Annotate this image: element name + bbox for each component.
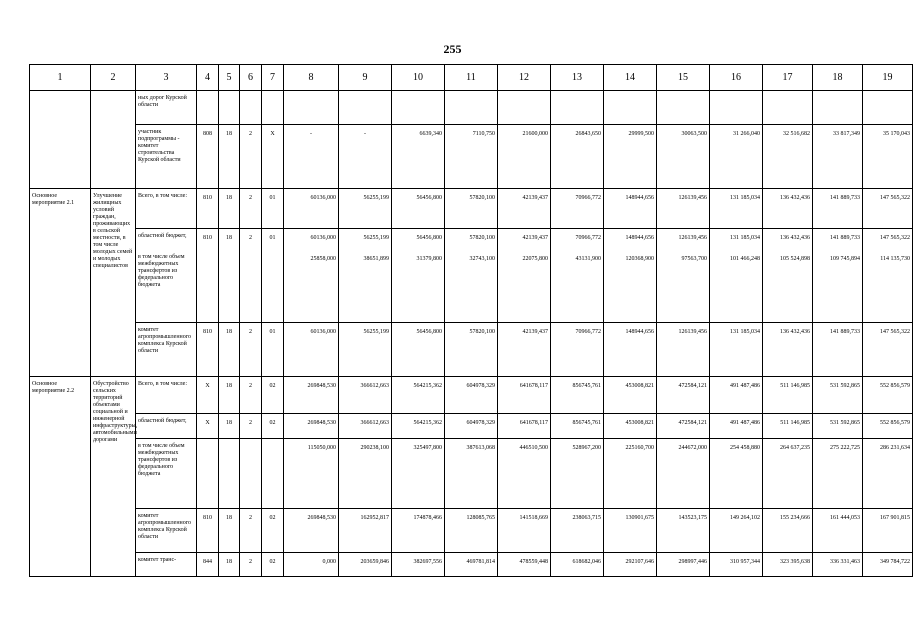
measure-title: Основное мероприятие 2.1: [30, 189, 91, 377]
table-cell: 810: [197, 229, 219, 323]
table-row: [30, 377, 913, 414]
table-cell: 56255,199: [339, 189, 392, 229]
table-cell: 01: [262, 323, 284, 377]
table-cell: 57820,100: [445, 323, 498, 377]
col-header: 11: [445, 65, 498, 91]
table-cell: 57820,100: [445, 189, 498, 229]
table-cell: 56255,199: [339, 323, 392, 377]
table-cell: [284, 229, 339, 323]
table-cell: 02: [262, 377, 284, 414]
table-cell: [262, 91, 284, 125]
table-cell: 469781,814: [445, 553, 498, 577]
table-cell: 2: [240, 414, 262, 439]
table-cell: 128085,765: [445, 509, 498, 553]
col-header: 4: [197, 65, 219, 91]
table-cell: [763, 229, 813, 323]
col-header: 18: [813, 65, 863, 91]
table-cell: 238063,715: [551, 509, 604, 553]
table-cell: 01: [262, 189, 284, 229]
table-cell: [339, 229, 392, 323]
table-cell: [604, 91, 657, 125]
table-cell: [813, 91, 863, 125]
table-cell: 366612,663: [339, 377, 392, 414]
table-cell: [30, 91, 91, 189]
table-cell: 56456,800: [392, 323, 445, 377]
table-cell: [339, 91, 392, 125]
table-row: [30, 509, 913, 553]
table-cell: [710, 91, 763, 125]
table-cell: [863, 91, 913, 125]
table-cell: 141518,669: [498, 509, 551, 553]
table-cell: 810: [197, 323, 219, 377]
table-cell: [91, 91, 136, 189]
table-row: [30, 189, 913, 229]
budget-value: 56255,199: [363, 235, 389, 241]
col-header: 14: [604, 65, 657, 91]
table-cell: 564215,362: [392, 414, 445, 439]
table-cell: 32 516,682: [763, 125, 813, 189]
col-header: 9: [339, 65, 392, 91]
table-row: [30, 439, 913, 509]
table-cell: 856745,761: [551, 377, 604, 414]
table-row: [30, 553, 913, 577]
table-cell: 225160,700: [604, 439, 657, 509]
table-cell: [498, 229, 551, 323]
table-cell: 552 856,579: [863, 414, 913, 439]
table-cell: 2: [240, 553, 262, 577]
table-cell: 21600,000: [498, 125, 551, 189]
budget-table: [29, 64, 913, 577]
table-cell: 478559,448: [498, 553, 551, 577]
table-cell: [763, 91, 813, 125]
transfers-value: 31379,800: [416, 256, 442, 262]
table-cell: 60136,000: [284, 189, 339, 229]
table-cell: 70966,772: [551, 323, 604, 377]
table-cell: [392, 229, 445, 323]
table-cell: 531 592,865: [813, 377, 863, 414]
measure-title: Основное мероприятие 2.2: [30, 377, 91, 577]
table-row: [30, 323, 913, 377]
table-cell: [551, 91, 604, 125]
table-cell: [392, 91, 445, 125]
table-cell: 149 264,102: [710, 509, 763, 553]
table-cell: [657, 91, 710, 125]
table-cell: 35 170,043: [863, 125, 913, 189]
table-cell: 147 565,322: [863, 189, 913, 229]
budget-value: 70966,772: [575, 235, 601, 241]
table-cell: [445, 91, 498, 125]
col-header: 13: [551, 65, 604, 91]
table-cell: 641678,117: [498, 414, 551, 439]
table-cell: [240, 91, 262, 125]
table-cell: 143523,175: [657, 509, 710, 553]
table-cell: 161 444,053: [813, 509, 863, 553]
table-cell: 269848,530: [284, 377, 339, 414]
table-cell: 6639,340: [392, 125, 445, 189]
table-cell: 0,000: [284, 553, 339, 577]
table-cell: [813, 229, 863, 323]
table-cell: 472584,121: [657, 414, 710, 439]
col-header: 3: [136, 65, 197, 91]
table-cell: 641678,117: [498, 377, 551, 414]
table-cell: 310 957,344: [710, 553, 763, 577]
budget-value: 56456,800: [416, 235, 442, 241]
transfers-value: 101 466,248: [730, 256, 760, 262]
budget-value: 57820,100: [469, 235, 495, 241]
table-cell: [197, 439, 219, 509]
budget-value: 60136,000: [310, 235, 336, 241]
transfers-value: 105 524,898: [780, 256, 810, 262]
table-row: [30, 91, 913, 125]
table-cell: 18: [219, 509, 240, 553]
table-cell: [136, 229, 197, 323]
budget-label: областной бюджет,: [138, 233, 187, 239]
table-cell: 29999,500: [604, 125, 657, 189]
table-cell: комитет агропромышленного комплекса Курской области: [136, 509, 197, 553]
budget-value: 42139,437: [522, 235, 548, 241]
table-cell: 2: [240, 377, 262, 414]
table-cell: [498, 91, 551, 125]
table-cell: 18: [219, 229, 240, 323]
table-cell: [219, 91, 240, 125]
table-cell: 18: [219, 323, 240, 377]
table-cell: 148944,656: [604, 189, 657, 229]
table-cell: 491 487,486: [710, 377, 763, 414]
table-cell: ных дорог Курской области: [136, 91, 197, 125]
table-cell: Всего, в том числе:: [136, 189, 197, 229]
table-cell: 472584,121: [657, 377, 710, 414]
col-header: 2: [91, 65, 136, 91]
budget-value: 147 565,322: [880, 235, 910, 241]
table-cell: 810: [197, 509, 219, 553]
table-cell: 2: [240, 125, 262, 189]
page-number: 255: [443, 42, 462, 56]
table-cell: [863, 229, 913, 323]
table-cell: 60136,000: [284, 323, 339, 377]
table-cell: 167 901,815: [863, 509, 913, 553]
table-cell: 18: [219, 414, 240, 439]
table-cell: 02: [262, 509, 284, 553]
table-cell: 387613,068: [445, 439, 498, 509]
table-row: [30, 125, 913, 189]
table-cell: в том числе объем межбюджетных трансфертов из федерального бюджета: [136, 439, 197, 509]
col-header: 5: [219, 65, 240, 91]
table-cell: 269848,530: [284, 509, 339, 553]
table-cell: 147 565,322: [863, 323, 913, 377]
table-cell: 162952,817: [339, 509, 392, 553]
table-cell: комитет агропромышленного комплекса Курской области: [136, 323, 197, 377]
col-header: 17: [763, 65, 813, 91]
table-cell: [604, 229, 657, 323]
table-cell: [551, 229, 604, 323]
table-cell: [445, 229, 498, 323]
table-cell: 56456,800: [392, 189, 445, 229]
table-cell: 808: [197, 125, 219, 189]
table-cell: 323 395,638: [763, 553, 813, 577]
table-cell: 552 856,579: [863, 377, 913, 414]
transfers-value: 38651,899: [363, 256, 389, 262]
col-header: 16: [710, 65, 763, 91]
table-cell: 148944,656: [604, 323, 657, 377]
table-cell: 126139,456: [657, 323, 710, 377]
table-cell: -: [339, 125, 392, 189]
col-header: 7: [262, 65, 284, 91]
col-header: 15: [657, 65, 710, 91]
table-cell: 604978,329: [445, 377, 498, 414]
budget-value: 131 185,034: [730, 235, 760, 241]
transfers-value: 97563,700: [681, 256, 707, 262]
table-cell: участник подпрограммы - комитет строительства Курской области: [136, 125, 197, 189]
table-cell: 290238,100: [339, 439, 392, 509]
table-cell: 18: [219, 553, 240, 577]
table-cell: 115050,000: [284, 439, 339, 509]
table-cell: X: [197, 377, 219, 414]
table-cell: 136 432,436: [763, 323, 813, 377]
table-cell: 453008,821: [604, 414, 657, 439]
table-cell: [197, 91, 219, 125]
table-cell: 70966,772: [551, 189, 604, 229]
table-cell: [710, 229, 763, 323]
table-cell: 7110,750: [445, 125, 498, 189]
col-header: 6: [240, 65, 262, 91]
table-cell: 618682,046: [551, 553, 604, 577]
table-cell: 292107,646: [604, 553, 657, 577]
table-cell: 131 185,034: [710, 323, 763, 377]
table-cell: 275 222,725: [813, 439, 863, 509]
table-row: [30, 229, 913, 323]
transfers-value: 43131,900: [575, 256, 601, 262]
table-cell: 254 458,880: [710, 439, 763, 509]
table-cell: [657, 229, 710, 323]
table-cell: 18: [219, 189, 240, 229]
table-cell: 349 784,722: [863, 553, 913, 577]
table-cell: 126139,456: [657, 189, 710, 229]
table-cell: 2: [240, 323, 262, 377]
table-cell: [219, 439, 240, 509]
table-cell: 18: [219, 125, 240, 189]
table-cell: 18: [219, 377, 240, 414]
table-cell: 531 592,865: [813, 414, 863, 439]
table-cell: X: [262, 125, 284, 189]
table-cell: [262, 439, 284, 509]
table-cell: 33 817,349: [813, 125, 863, 189]
table-cell: 30063,500: [657, 125, 710, 189]
table-cell: -: [284, 125, 339, 189]
col-header: 10: [392, 65, 445, 91]
table-cell: 604978,329: [445, 414, 498, 439]
table-cell: 02: [262, 414, 284, 439]
table-cell: 511 146,985: [763, 377, 813, 414]
table-cell: 136 432,436: [763, 189, 813, 229]
table-cell: 298997,446: [657, 553, 710, 577]
transfers-value: 114 135,730: [880, 256, 910, 262]
table-cell: 131 185,034: [710, 189, 763, 229]
table-cell: 286 231,634: [863, 439, 913, 509]
table-cell: 26843,650: [551, 125, 604, 189]
budget-value: 148944,656: [625, 235, 654, 241]
col-header: 8: [284, 65, 339, 91]
table-cell: 203659,846: [339, 553, 392, 577]
table-cell: 01: [262, 229, 284, 323]
table-cell: 325497,800: [392, 439, 445, 509]
table-cell: 269848,530: [284, 414, 339, 439]
col-header: 12: [498, 65, 551, 91]
table-cell: 42139,437: [498, 323, 551, 377]
table-cell: 244672,000: [657, 439, 710, 509]
header-row: [30, 65, 913, 91]
table-cell: Всего, в том числе:: [136, 377, 197, 414]
table-cell: 264 637,235: [763, 439, 813, 509]
table-cell: 02: [262, 553, 284, 577]
table-cell: 856745,761: [551, 414, 604, 439]
table-cell: 31 266,040: [710, 125, 763, 189]
col-header: 19: [863, 65, 913, 91]
table-cell: 511 146,985: [763, 414, 813, 439]
transfers-value: 25858,000: [310, 256, 336, 262]
table-cell: комитет транс-: [136, 553, 197, 577]
table-row: [30, 414, 913, 439]
budget-value: 141 889,733: [830, 235, 860, 241]
table-cell: 382697,556: [392, 553, 445, 577]
table-cell: X: [197, 414, 219, 439]
table-cell: 174878,466: [392, 509, 445, 553]
table-cell: 564215,362: [392, 377, 445, 414]
budget-value: 136 432,436: [780, 235, 810, 241]
table-cell: 336 331,463: [813, 553, 863, 577]
table-cell: 810: [197, 189, 219, 229]
table-cell: 2: [240, 229, 262, 323]
table-cell: [284, 91, 339, 125]
measure-description: Улучшение жилищных условий граждан, проживающих в сельской местности, в том числе молодых семей и молодых специалистов: [91, 189, 136, 377]
col-header: 1: [30, 65, 91, 91]
table-cell: 2: [240, 189, 262, 229]
transfers-value: 109 745,894: [830, 256, 860, 262]
table-cell: 528967,200: [551, 439, 604, 509]
table-cell: 42139,437: [498, 189, 551, 229]
transfers-value: 22075,800: [522, 256, 548, 262]
table-cell: 491 487,486: [710, 414, 763, 439]
table-cell: 446510,500: [498, 439, 551, 509]
measure-description: Обустройство сельских территорий объектами социальной и инженерной инфраструктуры, автомобильными дорогами: [91, 377, 136, 577]
table-cell: 155 234,666: [763, 509, 813, 553]
table-cell: 141 889,733: [813, 323, 863, 377]
transfers-value: 120368,900: [625, 256, 654, 262]
transfers-value: 32743,100: [469, 256, 495, 262]
table-cell: 130901,675: [604, 509, 657, 553]
transfers-label: в том числе объем межбюджетных трансфертов из федерального бюджета: [138, 254, 185, 288]
table-cell: областной бюджет,: [136, 414, 197, 439]
table-cell: [240, 439, 262, 509]
table-cell: 366612,663: [339, 414, 392, 439]
budget-value: 126139,456: [678, 235, 707, 241]
table-cell: 2: [240, 509, 262, 553]
table-cell: 453008,821: [604, 377, 657, 414]
table-cell: 844: [197, 553, 219, 577]
table-cell: 141 889,733: [813, 189, 863, 229]
